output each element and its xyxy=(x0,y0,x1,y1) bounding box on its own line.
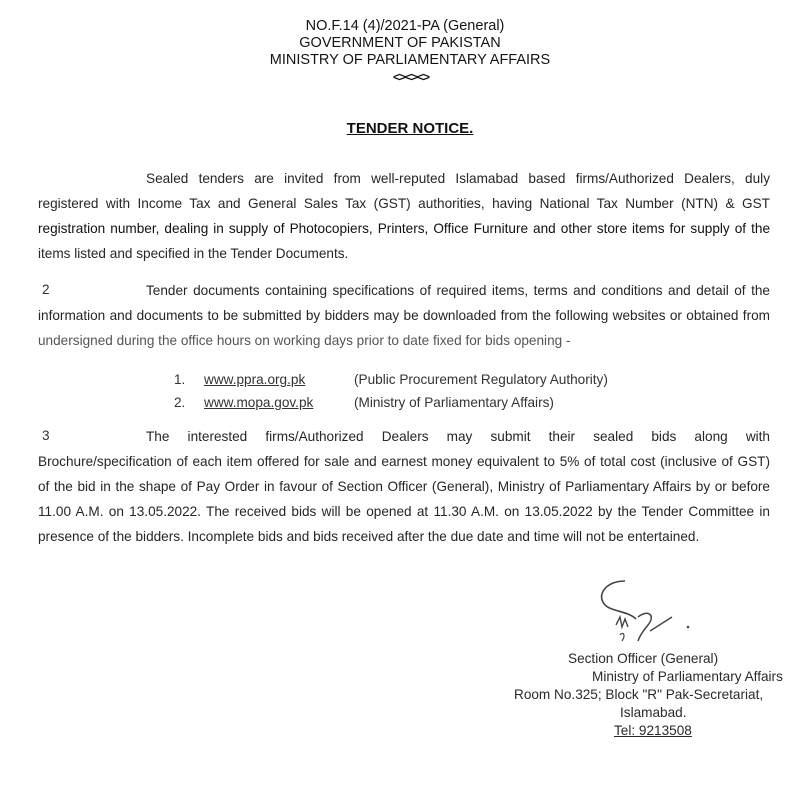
website-link[interactable]: www.mopa.gov.pk xyxy=(204,395,314,410)
paragraph-line: undersigned during the office hours on working days prior to date fixed for bids opening - xyxy=(38,333,571,348)
signatory-address: Room No.325; Block "R" Pak-Secretariat, xyxy=(514,687,764,702)
paragraph-line: Brochure/specification of each item offered for sale and earnest money equivalent to 5% of total cost (inclusive of GST) xyxy=(38,454,770,469)
paragraph-line: 11.00 A.M. on 13.05.2022. The received bids will be opened at 11.30 A.M. on 13.05.2022 by the Tender Committee in xyxy=(38,504,770,519)
letter-header xyxy=(0,18,800,86)
paragraph-line: The interested firms/Authorized Dealers may submit their sealed bids along with xyxy=(146,429,770,444)
signatory-ministry: Ministry of Parliamentary Affairs xyxy=(592,669,783,684)
paragraph-line: registered with Income Tax and General Sales Tax (GST) authorities, having National Tax Number (NTN) & GST xyxy=(38,196,770,211)
signature-icon xyxy=(590,575,730,650)
website-list-item xyxy=(174,391,608,414)
ornament-divider: <><><> xyxy=(392,70,430,84)
paragraph-line: presence of the bidders. Incomplete bids and bids received after the due date and time will not be entertained. xyxy=(38,529,700,544)
ministry-name: MINISTRY OF PARLIAMENTARY AFFAIRS xyxy=(269,52,551,68)
telephone-number: Tel: 9213508 xyxy=(614,723,692,738)
signatory-designation: Section Officer (General) xyxy=(568,651,719,666)
government-name: GOVERNMENT OF PAKISTAN xyxy=(299,35,501,51)
list-index: 1. xyxy=(174,372,186,387)
signatory-city: Islamabad. xyxy=(620,705,687,720)
website-list-item xyxy=(174,368,608,391)
paragraph-line: of the bid in the shape of Pay Order in favour of Section Officer (General), Ministry of Parliamentary Affairs by or before xyxy=(38,479,770,494)
paragraph-line: items listed and specified in the Tender Documents. xyxy=(38,246,349,261)
paragraph-number: 3 xyxy=(42,428,50,443)
file-number: NO.F.14 (4)/2021-PA (General) xyxy=(305,18,505,34)
website-description: (Public Procurement Regulatory Authority) xyxy=(354,372,608,387)
paragraph-2 xyxy=(38,278,770,353)
notice-title: TENDER NOTICE. xyxy=(346,120,474,137)
paragraph-line: information and documents to be submitted by bidders may be downloaded from the following websites or obtained from xyxy=(38,308,770,323)
website-description: (Ministry of Parliamentary Affairs) xyxy=(354,395,554,410)
paragraph-line: registration number, dealing in supply of Photocopiers, Printers, Office Furniture and other store items for supply of the xyxy=(38,221,770,236)
website-list xyxy=(174,368,608,414)
paragraph-3 xyxy=(38,424,770,549)
signature-block xyxy=(514,650,783,740)
paragraph-line: Sealed tenders are invited from well-reputed Islamabad based firms/Authorized Dealers, duly xyxy=(146,171,770,186)
website-link[interactable]: www.ppra.org.pk xyxy=(204,372,306,387)
paragraph-number: 2 xyxy=(42,282,50,297)
paragraph-line: Tender documents containing specifications of required items, terms and conditions and detail of the xyxy=(146,283,770,298)
list-index: 2. xyxy=(174,395,186,410)
paragraph-1 xyxy=(38,166,770,266)
